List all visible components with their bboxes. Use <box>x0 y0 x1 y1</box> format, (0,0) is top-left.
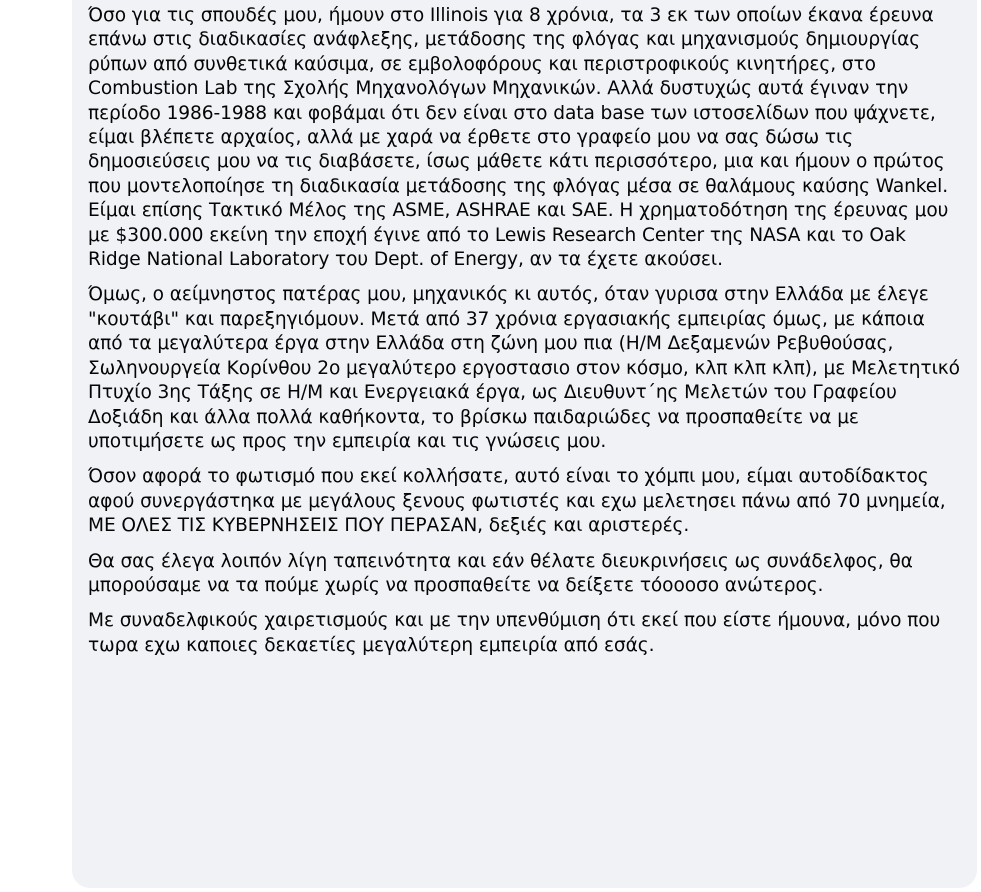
comment-paragraph-5: Με συναδελφικούς χαιρετισμούς και με την υπενθύμιση ότι εκεί που είστε ήμουνα, μόνο που τωρα εχω καποιες δεκαετίες μεγαλύτερη εμπειρία από εσάς. <box>88 610 941 656</box>
comment-paragraph-1: Όσο για τις σπουδές μου, ήμουν στο Illinois για 8 χρόνια, τα 3 εκ των οποίων έκανα έρευνα επάνω στις διαδικασίες ανάφλεξης, μετάδοσης της φλόγας και μηχανισμούς δημιουργίας ρύπων από συνθετικά καύσιμα, σε εμβολοφόρους και περιστροφικούς κινητήρες, στο Combustion Lab της Σχολής Μηχανολόγων Μηχανικών. Αλλά δυστυχώς αυτά έγιναν την περίοδο 1986-1988 και φοβάμαι ότι δεν είναι στο data base των ιστοσελίδων που ψάχνετε, είμαι βλέπετε αρχαίος, αλλά με χαρά να έρθετε στο γραφείο μου να σας δώσω τις δημοσιεύσεις μου να τις διαβάσετε, ίσως μάθετε κάτι περισσότερο, μια και ήμουν ο πρώτος που μοντελοποίησε τη διαδικασία μετάδοσης της φλόγας μέσα σε θαλάμους καύσης Wankel. Είμαι επίσης Τακτικό Μέλος της ASME, ASHRAE και SAE. Η χρηματοδότηση της έρευνας μου με $300.000 εκείνη την εποχή έγινε από το Lewis Research Center της NASA και το Oak Ridge National Laboratory του Dept. of Energy, αν τα έχετε ακούσει. <box>88 5 949 271</box>
comment-paragraph-2: Όμως, ο αείμνηστος πατέρας μου, μηχανικός κι αυτός, όταν γυρισα στην Ελλάδα με έλεγε "κουτάβι" και παρεξηγιόμουν. Μετά από 37 χρόνια εργασιακής εμπειρίας όμως, με κάποια από τα μεγαλύτερα έργα στην Ελλάδα στη ζώνη μου πια (Η/Μ Δεξαμενών Ρεβυθούσας, Σωληνουργεία Κορίνθου 2ο μεγαλύτερο εργοστασιο στον κόσμο, κλπ κλπ κλπ), με Μελετητικό Πτυχίο 3ης Τάξης σε Η/Μ και Ενεργειακά έργα, ως Διευθυντ΄ης Μελετών του Γραφείου Δοξιάδη και άλλα πολλά καθήκοντα, το βρίσκω παιδαριώδες να προσπαθείτε να με υποτιμήσετε ως προς την εμπειρία και τις γνώσεις μου. <box>88 284 960 452</box>
comment-paragraph-3: Όσον αφορά το φωτισμό που εκεί κολλήσατε, αυτό είναι το χόμπι μου, είμαι αυτοδίδακτος αφού συνεργάστηκα με μεγάλους ξενους φωτιστές και εχω μελετησει πάνω από 70 μνημεία, ΜΕ ΟΛΕΣ ΤΙΣ ΚΥΒΕΡΝΗΣΕΙΣ ΠΟΥ ΠΕΡΑΣΑΝ, δεξιές και αριστερές. <box>88 466 946 537</box>
comment-bubble <box>72 0 977 888</box>
comment-paragraph-4: Θα σας έλεγα λοιπόν λίγη ταπεινότητα και εάν θέλατε διευκρινήσεις ως συνάδελφος, θα μπορούσαμε να τα πούμε χωρίς να προσπαθείτε να δείξετε τόοοοσο ανώτερος. <box>88 550 913 596</box>
